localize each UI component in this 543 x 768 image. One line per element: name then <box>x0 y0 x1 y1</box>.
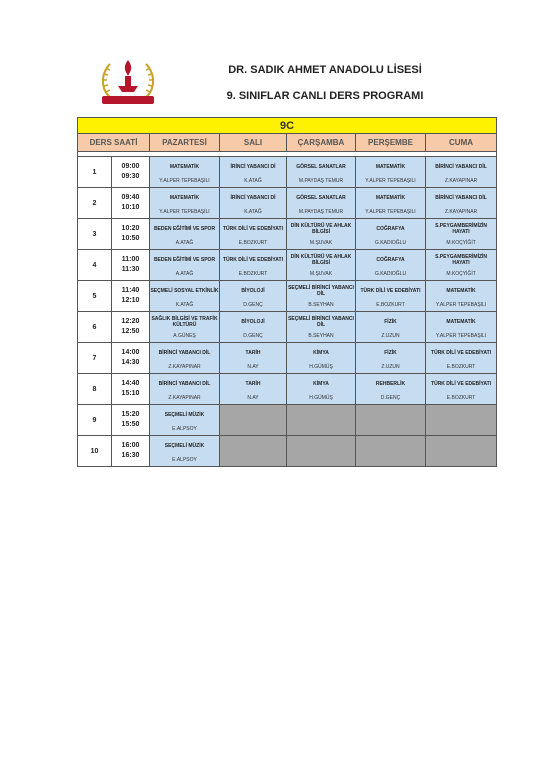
teacher-name: A.ATAĞ <box>175 240 194 246</box>
teacher-name: G.KADIOĞLU <box>374 240 407 246</box>
teacher-name: Y.ALPER TEPEBAŞILI <box>435 333 487 339</box>
subject-name: SEÇMELİ SOSYAL ETKİNLİK <box>150 287 219 294</box>
teacher-name: Y.ALPER TEPEBAŞILI <box>159 178 210 184</box>
teacher-name: A.ATAĞ <box>175 271 194 277</box>
lesson-cell <box>220 343 287 374</box>
subject-name: BEDEN EĞİTİMİ VE SPOR <box>153 225 216 232</box>
teacher-name: B.SEYHAN <box>308 302 334 308</box>
period-time <box>112 312 150 343</box>
period-time <box>112 436 150 467</box>
subject-name: MATEMATİK <box>375 194 406 201</box>
period-number: 9 <box>78 405 112 436</box>
teacher-name: Z.KAYAPINAR <box>168 364 201 370</box>
period-number: 1 <box>78 157 112 188</box>
subject-name: GÖRSEL SANATLAR <box>296 194 346 201</box>
teacher-name: M.KOÇYİĞİT <box>446 240 476 246</box>
teacher-name: K.ATAĞ <box>175 302 194 308</box>
subject-name: SEÇMELİ MÜZİK <box>164 442 205 449</box>
subject-name: TÜRK DİLİ VE EDEBİYATI <box>360 287 421 294</box>
class-name: 9C <box>78 118 497 134</box>
subject-name: REHBERLİK <box>375 380 406 387</box>
lesson-cell <box>150 343 220 374</box>
schedule-table <box>77 117 497 467</box>
lesson-cell <box>426 374 497 405</box>
lesson-cell <box>150 374 220 405</box>
empty-cell <box>356 436 426 467</box>
start-time: 14:40 <box>121 380 140 387</box>
lesson-cell <box>220 250 287 281</box>
teacher-name: M.ŞUVAK <box>309 271 333 277</box>
start-time: 11:40 <box>121 287 140 294</box>
period-number: 2 <box>78 188 112 219</box>
end-time: 16:30 <box>121 452 140 459</box>
end-time: 15:10 <box>121 390 140 397</box>
teacher-name: Y.ALPER TEPEBAŞILI <box>365 178 416 184</box>
start-time: 09:40 <box>121 194 140 201</box>
column-header: SALI <box>220 134 287 152</box>
empty-cell <box>426 405 497 436</box>
teacher-name: Z.UZUN <box>381 364 400 370</box>
lesson-cell <box>150 219 220 250</box>
lesson-cell <box>287 219 356 250</box>
period-number: 3 <box>78 219 112 250</box>
empty-cell <box>426 436 497 467</box>
teacher-name: Z.KAYAPINAR <box>444 209 478 215</box>
period-time <box>112 188 150 219</box>
lesson-row <box>78 312 497 343</box>
subject-name: İRİNCİ YABANCI Dİ <box>230 163 276 170</box>
lesson-cell <box>150 157 220 188</box>
teacher-name: M.ŞUVAK <box>309 240 333 246</box>
lesson-row <box>78 405 497 436</box>
lesson-cell <box>426 250 497 281</box>
teacher-name: K.ATAĞ <box>244 178 262 184</box>
teacher-name: Y.ALPER TEPEBAŞILI <box>365 209 416 215</box>
start-time: 12:20 <box>121 318 140 325</box>
empty-cell <box>287 405 356 436</box>
lesson-cell <box>150 281 220 312</box>
subject-name: BİRİNCİ YABANCI DİL <box>158 380 211 387</box>
teacher-name: M.KOÇYİĞİT <box>446 271 476 277</box>
lesson-cell <box>150 312 220 343</box>
lesson-cell <box>287 188 356 219</box>
lesson-cell <box>150 436 220 467</box>
subject-name: TÜRK DİLİ VE EDEBİYATI <box>431 380 492 387</box>
start-time: 10:20 <box>121 225 140 232</box>
empty-cell <box>220 405 287 436</box>
teacher-name: E.BOZKURT <box>238 271 268 277</box>
teacher-name: E.BOZKURT <box>446 364 476 370</box>
teacher-name: E.ALPSOY <box>172 457 197 463</box>
empty-cell <box>356 405 426 436</box>
header-row <box>78 134 497 152</box>
lesson-row <box>78 250 497 281</box>
lesson-cell <box>356 374 426 405</box>
lesson-cell <box>356 157 426 188</box>
end-time: 10:10 <box>121 204 140 211</box>
subject-name: BİRİNCİ YABANCI DİL <box>435 194 487 201</box>
subject-name: MATEMATİK <box>169 194 200 201</box>
lesson-row <box>78 343 497 374</box>
subject-name: FİZİK <box>384 318 397 325</box>
subject-name: COĞRAFYA <box>376 256 405 263</box>
subject-name: SAĞLIK BİLGİSİ VE TRAFİK KÜLTÜRÜ <box>151 315 218 328</box>
period-time <box>112 405 150 436</box>
subject-name: BİYOLOJİ <box>241 318 265 325</box>
lesson-cell <box>426 188 497 219</box>
empty-cell <box>220 436 287 467</box>
period-number: 7 <box>78 343 112 374</box>
subject-name: TARİH <box>245 380 261 387</box>
subject-name: GÖRSEL SANATLAR <box>296 163 346 170</box>
subject-name: MATEMATİK <box>446 318 476 325</box>
school-name: DR. SADIK AHMET ANADOLU LİSESİ <box>228 64 422 76</box>
school-logo <box>96 56 160 108</box>
lesson-cell <box>220 312 287 343</box>
subject-name: MATEMATİK <box>169 163 200 170</box>
end-time: 14:30 <box>121 359 140 366</box>
lesson-cell <box>150 188 220 219</box>
lesson-row <box>78 436 497 467</box>
end-time: 11:30 <box>121 266 140 273</box>
column-header: PAZARTESİ <box>150 134 220 152</box>
lesson-cell <box>356 281 426 312</box>
lesson-cell <box>287 250 356 281</box>
period-time <box>112 219 150 250</box>
start-time: 11:00 <box>121 256 140 263</box>
subject-name: BİRİNCİ YABANCI DİL <box>435 163 487 170</box>
teacher-name: E.BOZKURT <box>238 240 268 246</box>
subject-name: COĞRAFYA <box>376 225 405 232</box>
lesson-row <box>78 281 497 312</box>
end-time: 15:50 <box>121 421 140 428</box>
lesson-cell <box>426 312 497 343</box>
lesson-cell <box>220 374 287 405</box>
teacher-name: K.ATAĞ <box>244 209 262 215</box>
start-time: 15:20 <box>121 411 140 418</box>
period-number: 4 <box>78 250 112 281</box>
lesson-cell <box>287 281 356 312</box>
period-time <box>112 343 150 374</box>
teacher-name: D.GENÇ <box>380 395 401 401</box>
subject-name: MATEMATİK <box>446 287 476 294</box>
lesson-cell <box>220 188 287 219</box>
lesson-row <box>78 188 497 219</box>
subject-name: TARİH <box>245 349 261 356</box>
lesson-cell <box>150 405 220 436</box>
subject-name: BİRİNCİ YABANCI DİL <box>158 349 211 356</box>
end-time: 10:50 <box>121 235 140 242</box>
teacher-name: E.ALPSOY <box>172 426 197 432</box>
teacher-name: B.SEYHAN <box>308 333 334 339</box>
period-number: 10 <box>78 436 112 467</box>
lesson-cell <box>220 157 287 188</box>
lesson-cell <box>150 250 220 281</box>
lesson-cell <box>287 157 356 188</box>
teacher-name: D.GENÇ <box>243 302 263 308</box>
lesson-cell <box>356 219 426 250</box>
column-header: DERS SAATİ <box>78 134 150 152</box>
start-time: 14:00 <box>121 349 140 356</box>
teacher-name: A.GÜNEŞ <box>173 333 196 339</box>
teacher-name: E.BOZKURT <box>376 302 405 308</box>
subject-name: SEÇMELİ MÜZİK <box>164 411 205 418</box>
lesson-cell <box>356 250 426 281</box>
teacher-name: M.PAYDAŞ TEMUR <box>298 209 344 215</box>
subject-name: KİMYA <box>313 380 329 387</box>
subject-name: FİZİK <box>384 349 397 356</box>
lesson-cell <box>220 219 287 250</box>
teacher-name: M.PAYDAŞ TEMUR <box>298 178 344 184</box>
teacher-name: E.BOZKURT <box>446 395 476 401</box>
teacher-name: H.GÜMÜŞ <box>309 395 333 401</box>
lesson-cell <box>426 281 497 312</box>
teacher-name: Z.UZUN <box>381 333 400 339</box>
teacher-name: Y.ALPER TEPEBAŞILI <box>159 209 210 215</box>
period-time <box>112 157 150 188</box>
empty-cell <box>287 436 356 467</box>
teacher-name: D.GENÇ <box>243 333 263 339</box>
period-time <box>112 374 150 405</box>
start-time: 09:00 <box>121 163 140 170</box>
teacher-name: Z.KAYAPINAR <box>444 178 478 184</box>
column-header: ÇARŞAMBA <box>287 134 356 152</box>
period-number: 6 <box>78 312 112 343</box>
period-number: 8 <box>78 374 112 405</box>
period-time <box>112 250 150 281</box>
teacher-name: Y.ALPER TEPEBAŞILI <box>435 302 487 308</box>
class-row <box>78 118 497 134</box>
lesson-cell <box>287 312 356 343</box>
subject-name: BEDEN EĞİTİMİ VE SPOR <box>153 256 216 263</box>
lesson-cell <box>356 343 426 374</box>
subject-name: S.PEYGAMBERİMİZİN HAYATI <box>435 253 488 266</box>
column-header: CUMA <box>426 134 497 152</box>
subject-name: DİN KÜLTÜRÜ VE AHLAK BİLGİSİ <box>290 253 352 266</box>
teacher-name: H.GÜMÜŞ <box>309 364 333 370</box>
teacher-name: Z.KAYAPINAR <box>168 395 201 401</box>
subject-name: BİYOLOJİ <box>241 287 265 294</box>
teacher-name: G.KADIOĞLU <box>374 271 407 277</box>
end-time: 12:50 <box>121 328 140 335</box>
subject-name: DİN KÜLTÜRÜ VE AHLAK BİLGİSİ <box>290 222 352 235</box>
column-header: PERŞEMBE <box>356 134 426 152</box>
subject-name: TÜRK DİLİ VE EDEBİYATI <box>222 225 283 232</box>
lesson-cell <box>287 374 356 405</box>
subject-name: SEÇMELİ BİRİNCİ YABANCI DİL <box>288 284 354 297</box>
subject-name: İRİNCİ YABANCI Dİ <box>230 194 276 201</box>
lesson-cell <box>426 219 497 250</box>
lesson-cell <box>287 343 356 374</box>
subject-name: SEÇMELİ BİRİNCİ YABANCI DİL <box>288 315 354 328</box>
program-title: 9. SINIFLAR CANLI DERS PROGRAMI <box>226 90 424 102</box>
period-time <box>112 281 150 312</box>
subject-name: TÜRK DİLİ VE EDEBİYATI <box>222 256 283 263</box>
lesson-row <box>78 374 497 405</box>
subject-name: TÜRK DİLİ VE EDEBİYATI <box>431 349 492 356</box>
teacher-name: N.AY <box>247 364 259 370</box>
subject-name: MATEMATİK <box>375 163 406 170</box>
lesson-cell <box>426 343 497 374</box>
start-time: 16:00 <box>121 442 140 449</box>
lesson-cell <box>356 312 426 343</box>
end-time: 12:10 <box>121 297 140 304</box>
subject-name: KİMYA <box>313 349 329 356</box>
teacher-name: N.AY <box>247 395 259 401</box>
period-number: 5 <box>78 281 112 312</box>
lesson-cell <box>220 281 287 312</box>
lesson-row <box>78 157 497 188</box>
lesson-cell <box>426 157 497 188</box>
end-time: 09:30 <box>121 173 140 180</box>
lesson-row <box>78 219 497 250</box>
lesson-cell <box>356 188 426 219</box>
subject-name: S.PEYGAMBERİMİZİN HAYATI <box>435 222 488 235</box>
